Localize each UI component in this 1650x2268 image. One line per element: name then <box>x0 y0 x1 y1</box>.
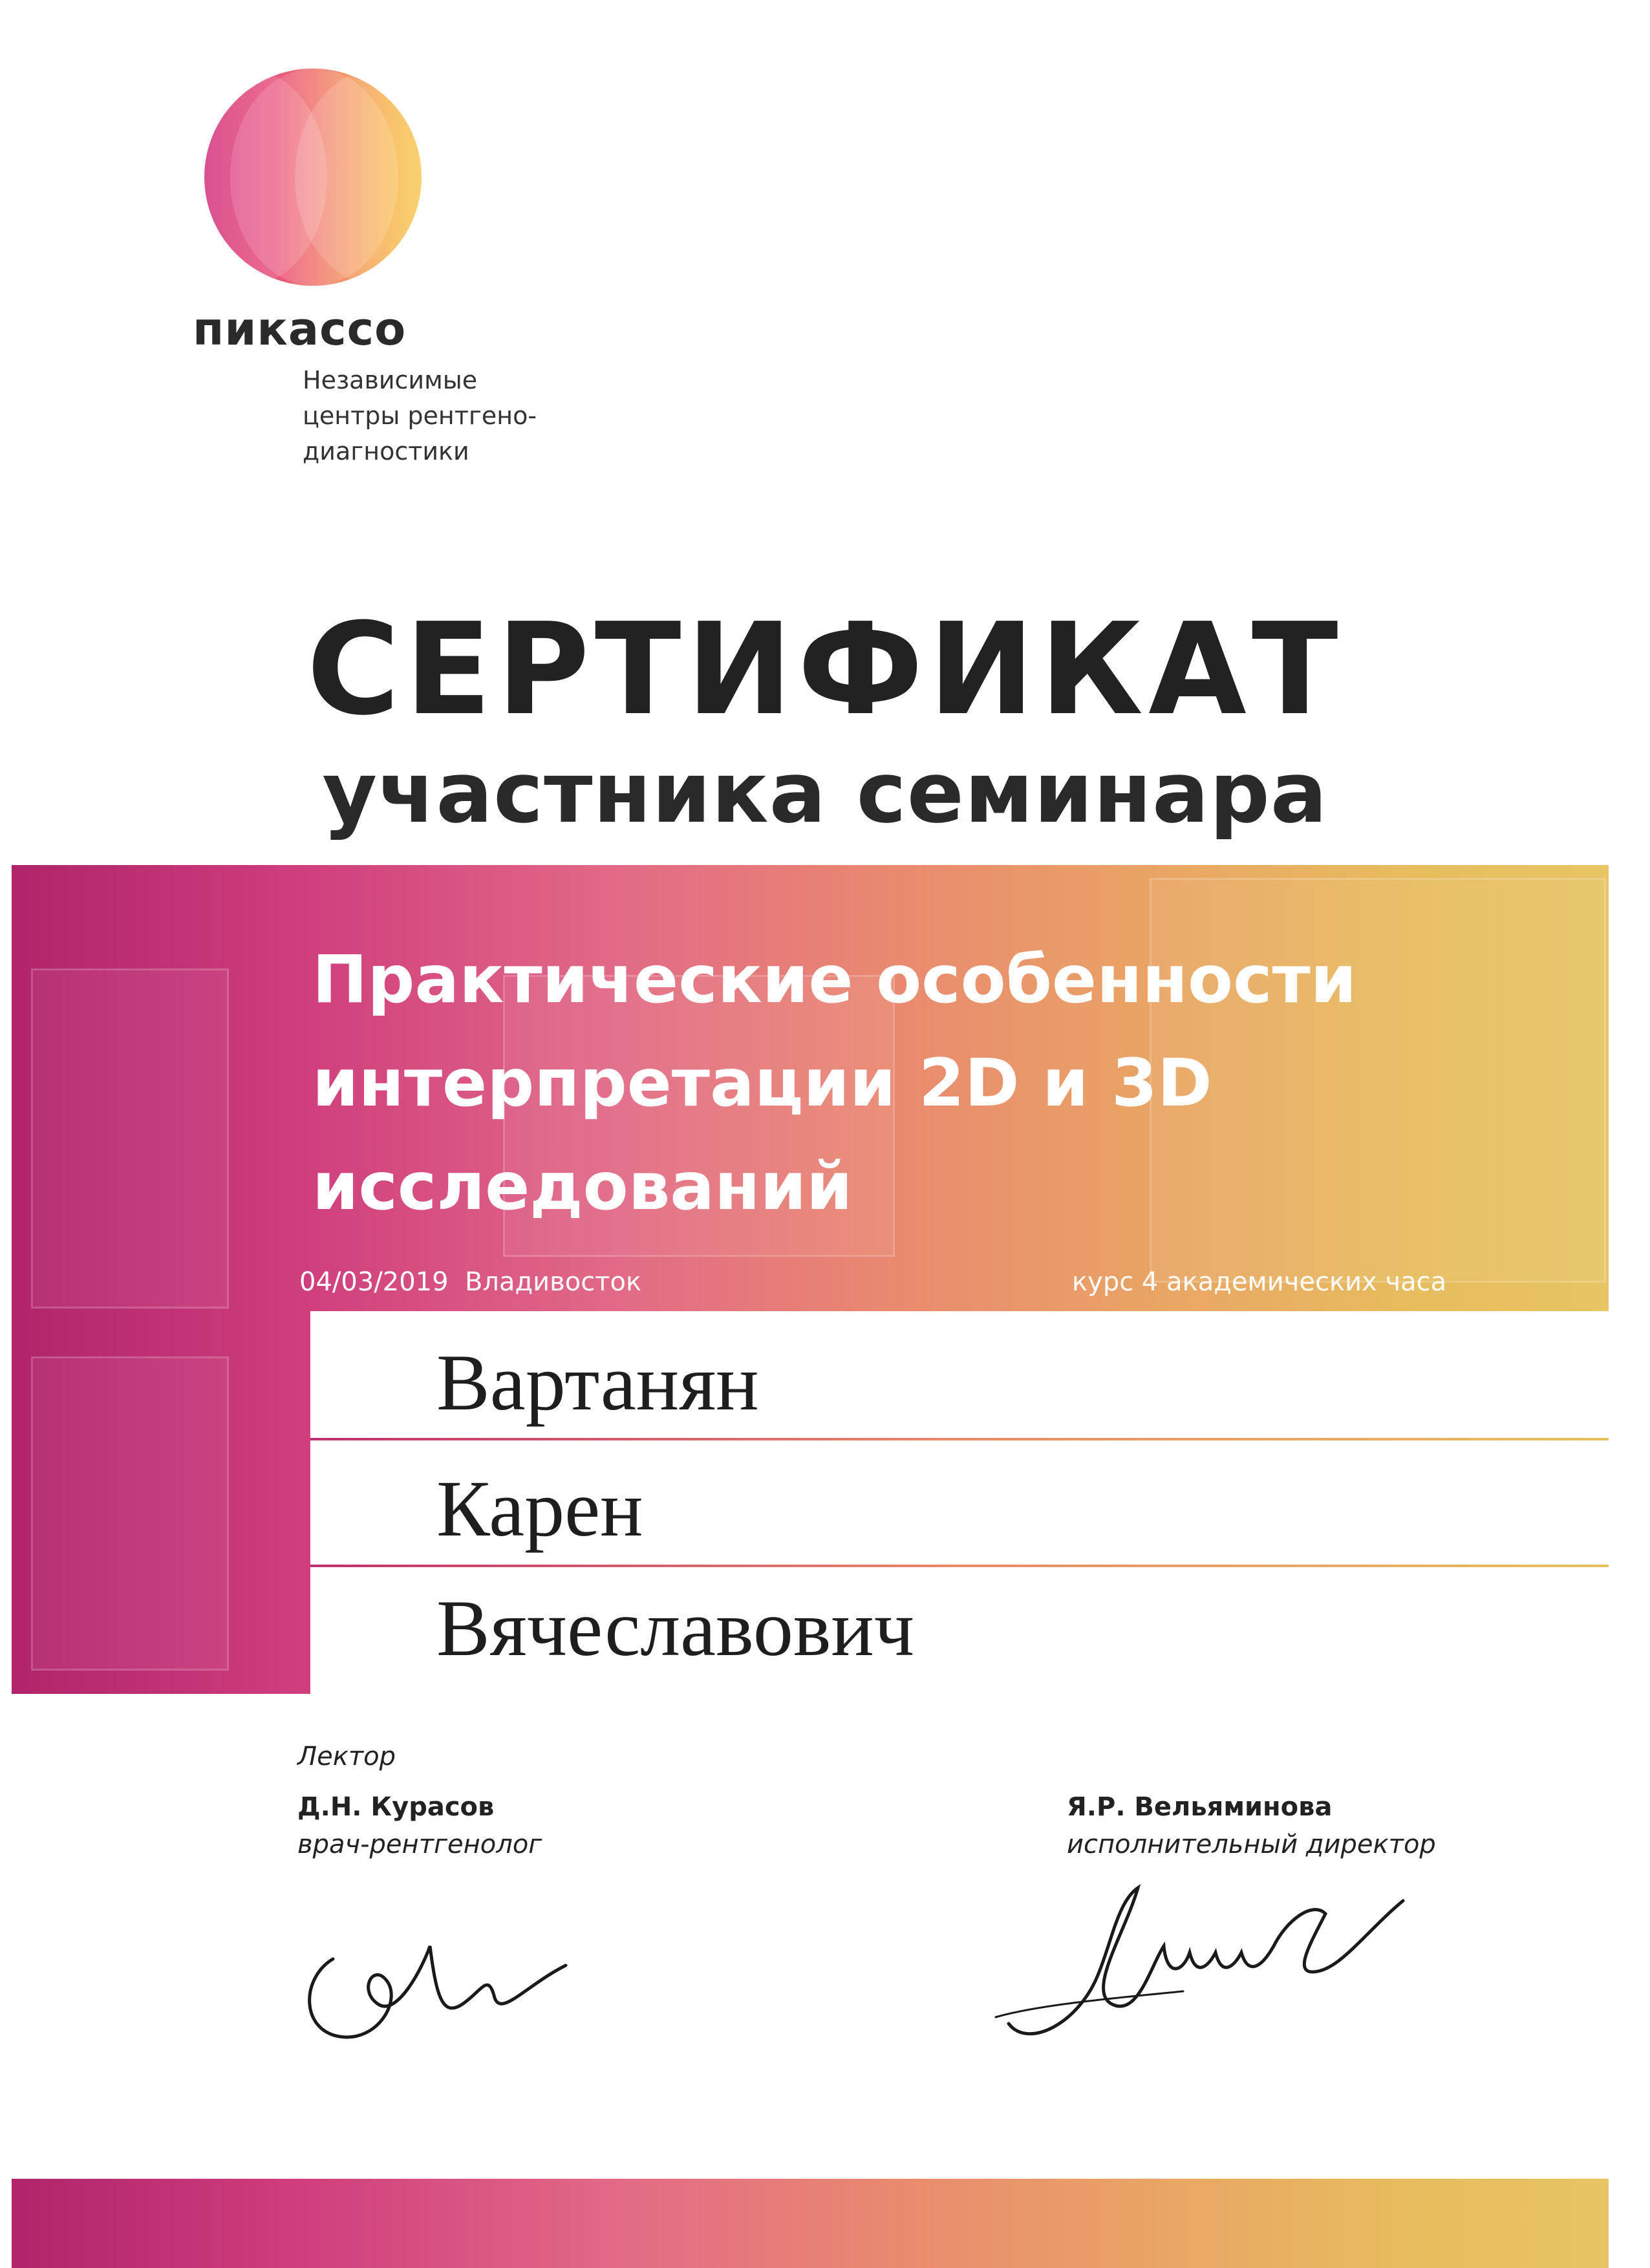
certificate-subtitle: участника семинара <box>322 744 1328 842</box>
lecturer-role-label: Лектор <box>297 1742 396 1771</box>
director-signature <box>989 1862 1409 2056</box>
name-divider <box>310 1565 1609 1567</box>
course-title <box>312 928 1356 1239</box>
logo-tagline-line-3: диагностики <box>303 437 469 465</box>
logo-wordmark: пикассо <box>193 303 407 356</box>
band-background-panel <box>31 968 229 1309</box>
director-block <box>1067 1788 1436 1863</box>
participant-first-name: Карен <box>436 1464 643 1553</box>
participant-last-name: Вартанян <box>436 1338 759 1427</box>
director-name: Я.Р. Вельяминова <box>1067 1792 1333 1822</box>
course-title-line-1: Практические особенности <box>312 941 1357 1018</box>
brand-logo <box>193 69 645 482</box>
lecturer-name: Д.Н. Курасов <box>297 1792 495 1822</box>
lecturer-signature <box>294 1907 598 2062</box>
logo-tagline <box>303 363 691 469</box>
name-divider <box>310 1438 1609 1440</box>
course-band <box>12 865 1609 1694</box>
bottom-decorative-band <box>12 2179 1609 2268</box>
band-background-panel <box>31 1356 229 1671</box>
lecturer-block <box>297 1738 542 1863</box>
course-title-line-3: исследований <box>312 1148 853 1225</box>
course-duration: курс 4 академических часа <box>1072 1267 1447 1297</box>
course-title-line-2: интерпретации 2D и 3D <box>312 1045 1212 1122</box>
logo-tagline-line-2: центры рентгено- <box>303 401 537 430</box>
participant-name-box <box>310 1311 1609 1694</box>
course-date-city: 04/03/2019 Владивосток <box>299 1267 642 1297</box>
director-position: исполнительный директор <box>1067 1830 1436 1859</box>
logo-emblem <box>204 69 422 286</box>
logo-tagline-line-1: Независимые <box>303 366 478 394</box>
lecturer-position: врач-рентгенолог <box>297 1830 542 1859</box>
certificate-title: СЕРТИФИКАТ <box>306 596 1344 744</box>
participant-patronymic: Вячеславович <box>436 1584 915 1673</box>
